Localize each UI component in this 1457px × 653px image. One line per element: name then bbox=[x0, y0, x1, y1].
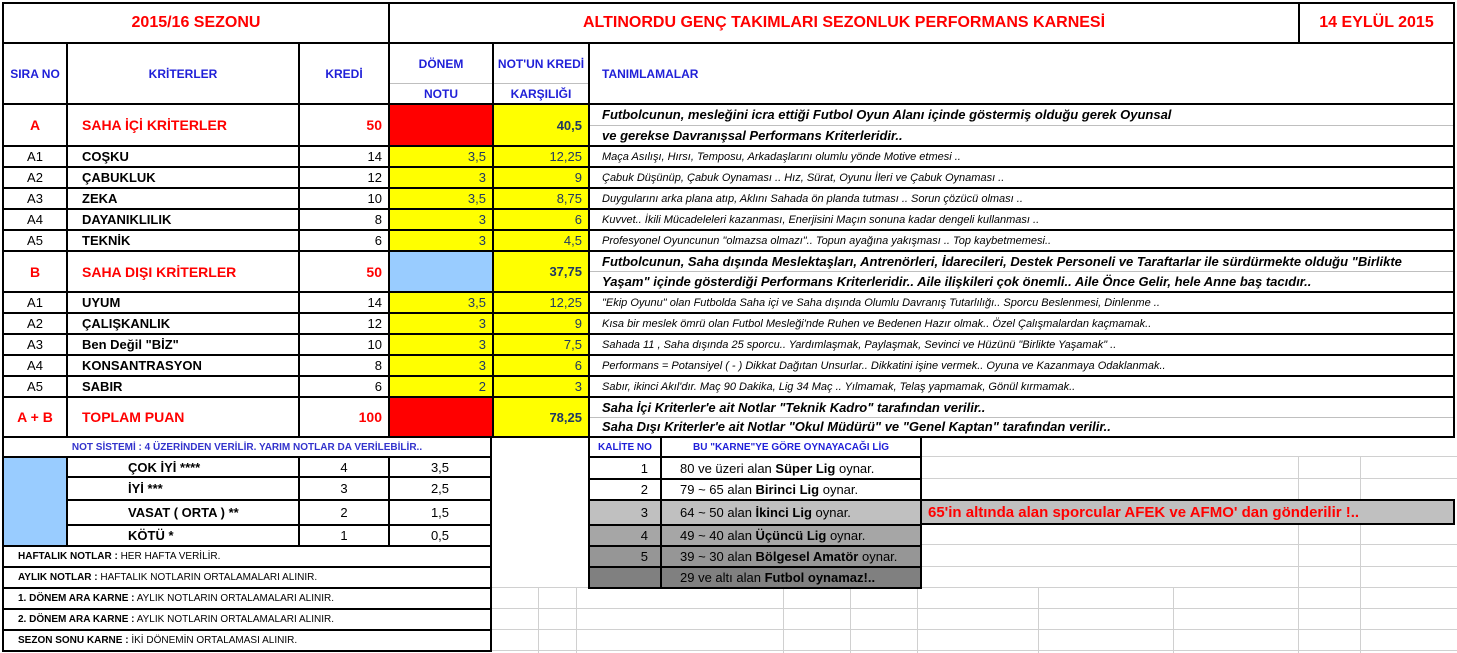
criteria-name: ÇALIŞKANLIK bbox=[66, 312, 300, 335]
criteria-score: 3 bbox=[492, 375, 590, 398]
criteria-score: 9 bbox=[492, 166, 590, 189]
col-header-donem-bottom: NOTU bbox=[424, 86, 458, 101]
criteria-code: A4 bbox=[2, 208, 68, 231]
quality-league-name: İkinci Lig bbox=[755, 505, 812, 520]
quality-range: 39 ~ 30 alan bbox=[680, 549, 756, 564]
criteria-grade[interactable]: 3 bbox=[388, 229, 494, 252]
grade-label: ÇOK İYİ **** bbox=[66, 456, 300, 478]
grade-min: 2,5 bbox=[388, 476, 492, 501]
col-header-donem-notu bbox=[388, 42, 494, 105]
criteria-credit: 12 bbox=[298, 166, 390, 189]
criteria-score: 12,25 bbox=[492, 291, 590, 314]
quality-no: 4 bbox=[588, 524, 662, 547]
grade-max: 2 bbox=[298, 499, 390, 526]
quality-suffix: oynar. bbox=[811, 505, 851, 520]
grading-title: NOT SİSTEMİ : 4 ÜZERİNDEN VERİLİR. YARIM NOTLAR DA VERİLEBİLİR.. bbox=[2, 436, 492, 458]
criteria-description: "Ekip Oyunu" olan Futbolda Saha içi ve Saha dışında Olumlu Davranış Tutarlılığı.. Sporcu Beslenmesi, Dinlenme .. bbox=[588, 291, 1455, 314]
grading-color-swatch bbox=[2, 456, 68, 547]
quality-range: 29 ve altı alan bbox=[680, 570, 765, 585]
criteria-name: Ben Değil "BİZ" bbox=[66, 333, 300, 356]
criteria-code: A3 bbox=[2, 333, 68, 356]
quality-league-text bbox=[660, 499, 922, 526]
section-a-credit: 50 bbox=[298, 103, 390, 147]
total-grade-cell[interactable] bbox=[388, 396, 494, 438]
section-b-desc-line1: Futbolcunun, Saha dışında Meslektaşları, Antrenörleri, İdarecileri, Destek Personeli ve Taraftarlar ile sürdürmekte olduğu "Birlikte bbox=[590, 252, 1453, 272]
total-note1: Saha İçi Kriterler'e ait Notlar "Teknik Kadro" tarafından verilir.. bbox=[590, 398, 1453, 418]
section-b-grade-cell[interactable] bbox=[388, 250, 494, 293]
criteria-credit: 12 bbox=[298, 312, 390, 335]
quality-league-name: Futbol oynamaz!.. bbox=[764, 570, 876, 585]
quality-suffix: oynar. bbox=[819, 482, 859, 497]
criteria-code: A2 bbox=[2, 166, 68, 189]
criteria-score: 8,75 bbox=[492, 187, 590, 210]
grade-min: 3,5 bbox=[388, 456, 492, 478]
total-code: A + B bbox=[2, 396, 68, 438]
criteria-code: A1 bbox=[2, 291, 68, 314]
section-b-credit: 50 bbox=[298, 250, 390, 293]
col-header-karsilik-top: NOT'UN KREDİ bbox=[494, 44, 588, 84]
note-key: AYLIK NOTLAR : bbox=[18, 572, 98, 583]
section-a-description bbox=[588, 103, 1455, 147]
quality-league-text bbox=[660, 566, 922, 589]
quality-range: 64 ~ 50 alan bbox=[680, 505, 756, 520]
criteria-code: A2 bbox=[2, 312, 68, 335]
quality-suffix: oynar. bbox=[858, 549, 898, 564]
criteria-description: Kısa bir meslek ömrü olan Futbol Mesleği'nde Ruhen ve Bedenen Hazır olmak.. Özel Çalışmalardan kaçmamak.. bbox=[588, 312, 1455, 335]
criteria-name: ZEKA bbox=[66, 187, 300, 210]
criteria-code: A1 bbox=[2, 145, 68, 168]
criteria-code: A5 bbox=[2, 229, 68, 252]
criteria-credit: 8 bbox=[298, 354, 390, 377]
quality-no: 2 bbox=[588, 478, 662, 501]
quality-range: 49 ~ 40 alan bbox=[680, 528, 756, 543]
criteria-name: UYUM bbox=[66, 291, 300, 314]
criteria-credit: 14 bbox=[298, 145, 390, 168]
criteria-grade[interactable]: 3 bbox=[388, 312, 494, 335]
section-b-name: SAHA DIŞI KRİTERLER bbox=[66, 250, 300, 293]
criteria-score: 6 bbox=[492, 208, 590, 231]
criteria-name: ÇABUKLUK bbox=[66, 166, 300, 189]
grade-max: 4 bbox=[298, 456, 390, 478]
criteria-name: DAYANIKLILIK bbox=[66, 208, 300, 231]
note-value: HAFTALIK NOTLARIN ORTALAMALARI ALINIR. bbox=[97, 572, 318, 583]
criteria-grade[interactable]: 3,5 bbox=[388, 291, 494, 314]
note-row bbox=[2, 629, 492, 652]
criteria-description: Çabuk Düşünüp, Çabuk Oynaması .. Hız, Sürat, Oyunu İleri ve Çabuk Oynaması .. bbox=[588, 166, 1455, 189]
criteria-grade[interactable]: 3,5 bbox=[388, 187, 494, 210]
total-notes bbox=[588, 396, 1455, 438]
criteria-name: KONSANTRASYON bbox=[66, 354, 300, 377]
note-row bbox=[2, 608, 492, 631]
quality-no: 3 bbox=[588, 499, 662, 526]
criteria-grade[interactable]: 3 bbox=[388, 333, 494, 356]
col-header-kredi-karsiligi bbox=[492, 42, 590, 105]
quality-league-name: Üçüncü Lig bbox=[755, 528, 827, 543]
col-header-sira-no: SIRA NO bbox=[2, 42, 68, 105]
criteria-score: 7,5 bbox=[492, 333, 590, 356]
quality-league-text bbox=[660, 545, 922, 568]
total-credit: 100 bbox=[298, 396, 390, 438]
criteria-name: SABIR bbox=[66, 375, 300, 398]
col-header-kredi: KREDİ bbox=[298, 42, 390, 105]
criteria-code: A3 bbox=[2, 187, 68, 210]
col-header-tanimlamalar: TANIMLAMALAR bbox=[588, 42, 1455, 105]
note-value: AYLIK NOTLARIN ORTALAMALARI ALINIR. bbox=[134, 614, 334, 625]
criteria-credit: 6 bbox=[298, 229, 390, 252]
note-key: 2. DÖNEM ARA KARNE : bbox=[18, 614, 135, 625]
criteria-credit: 8 bbox=[298, 208, 390, 231]
criteria-credit: 14 bbox=[298, 291, 390, 314]
criteria-score: 4,5 bbox=[492, 229, 590, 252]
quality-no: 5 bbox=[588, 545, 662, 568]
criteria-credit: 10 bbox=[298, 187, 390, 210]
page-title: ALTINORDU GENÇ TAKIMLARI SEZONLUK PERFORMANS KARNESİ bbox=[388, 2, 1300, 44]
quality-range: 80 ve üzeri alan bbox=[680, 460, 776, 476]
quality-range: 79 ~ 65 alan bbox=[680, 482, 756, 497]
col-header-donem-top: DÖNEM bbox=[390, 44, 492, 84]
grade-min: 0,5 bbox=[388, 524, 492, 547]
section-b-desc-line2: Yaşam" içinde gösterdiği Performans Kriterleridir.. Aile ilişkileri çok önemli.. Aile Önce Gelir, hele Anne baş tacıdır.. bbox=[602, 274, 1312, 289]
section-a-desc-line2: ve gerekse Davranışsal Performans Kriterleridir.. bbox=[602, 127, 903, 143]
section-b-description bbox=[588, 250, 1455, 293]
section-b-code: B bbox=[2, 250, 68, 293]
grade-max: 3 bbox=[298, 476, 390, 501]
note-row bbox=[2, 566, 492, 589]
criteria-description: Performans = Potansiyel ( - ) Dikkat Dağıtan Unsurlar.. Dikkatini işine vermek.. Oyuna ve Kazanmaya Odaklanmak.. bbox=[588, 354, 1455, 377]
criteria-description: Sabır, ikinci Akıl'dır. Maç 90 Dakika, Lig 34 Maç .. Yılmamak, Telaş yapmamak, Gönül kırmamak.. bbox=[588, 375, 1455, 398]
quality-warning: 65'in altında alan sporcular AFEK ve AFMO' dan gönderilir !.. bbox=[920, 499, 1455, 525]
quality-col-league: BU "KARNE"YE GÖRE OYNAYACAĞI LİG bbox=[660, 436, 922, 458]
criteria-description: Maça Asılışı, Hırsı, Temposu, Arkadaşlarını olumlu yönde Motive etmesi .. bbox=[588, 145, 1455, 168]
quality-suffix: oynar. bbox=[826, 528, 866, 543]
col-header-karsilik-bottom: KARŞILIĞI bbox=[510, 86, 572, 101]
grade-label: İYİ *** bbox=[66, 476, 300, 501]
criteria-description: Duygularını arka plana atıp, Aklını Sahada ön planda tutması .. Sorun çözücü olması .. bbox=[588, 187, 1455, 210]
report-date: 14 EYLÜL 2015 bbox=[1298, 2, 1455, 44]
note-row bbox=[2, 545, 492, 568]
total-score: 78,25 bbox=[492, 396, 590, 438]
note-value: İKİ DÖNEMİN ORTALAMASI ALINIR. bbox=[128, 635, 298, 646]
criteria-score: 12,25 bbox=[492, 145, 590, 168]
quality-league-text bbox=[660, 478, 922, 501]
grade-max: 1 bbox=[298, 524, 390, 547]
criteria-grade[interactable]: 3 bbox=[388, 166, 494, 189]
grade-min: 1,5 bbox=[388, 499, 492, 526]
quality-league-name: Süper Lig bbox=[775, 460, 836, 476]
quality-league-text bbox=[660, 456, 922, 480]
note-key: HAFTALIK NOTLAR : bbox=[18, 551, 118, 562]
section-a-desc-line1: Futbolcunun, mesleğini icra ettiği Futbol Oyun Alanı içinde göstermiş olduğu gerek Oyunsal bbox=[590, 105, 1453, 126]
criteria-grade[interactable]: 3 bbox=[388, 208, 494, 231]
criteria-code: A4 bbox=[2, 354, 68, 377]
criteria-code: A5 bbox=[2, 375, 68, 398]
note-key: SEZON SONU KARNE : bbox=[18, 635, 129, 646]
section-a-score: 40,5 bbox=[492, 103, 590, 147]
quality-league-name: Birinci Lig bbox=[755, 482, 820, 497]
criteria-score: 9 bbox=[492, 312, 590, 335]
quality-no bbox=[588, 566, 662, 589]
section-a-grade-cell[interactable] bbox=[388, 103, 494, 147]
quality-league-text bbox=[660, 524, 922, 547]
quality-col-no: KALİTE NO bbox=[588, 436, 662, 458]
criteria-grade[interactable]: 3,5 bbox=[388, 145, 494, 168]
col-header-kriterler: KRİTERLER bbox=[66, 42, 300, 105]
total-note2: Saha Dışı Kriterler'e ait Notlar "Okul Müdürü" ve "Genel Kaptan" tarafından verilir.. bbox=[602, 419, 1111, 435]
criteria-grade[interactable]: 2 bbox=[388, 375, 494, 398]
note-value: AYLIK NOTLARIN ORTALAMALARI ALINIR. bbox=[134, 593, 334, 604]
total-name: TOPLAM PUAN bbox=[66, 396, 300, 438]
note-value: HER HAFTA VERİLİR. bbox=[117, 551, 221, 562]
section-a-code: A bbox=[2, 103, 68, 147]
note-key: 1. DÖNEM ARA KARNE : bbox=[18, 593, 135, 604]
criteria-name: COŞKU bbox=[66, 145, 300, 168]
grade-label: KÖTÜ * bbox=[66, 524, 300, 547]
criteria-name: TEKNİK bbox=[66, 229, 300, 252]
criteria-description: Sahada 11 , Saha dışında 25 sporcu.. Yardımlaşmak, Paylaşmak, Sevinci ve Hüzünü "Birlikte Yaşamak" .. bbox=[588, 333, 1455, 356]
grade-label: VASAT ( ORTA ) ** bbox=[66, 499, 300, 526]
quality-no: 1 bbox=[588, 456, 662, 480]
quality-suffix: oynar. bbox=[835, 460, 875, 476]
criteria-description: Kuvvet.. İkili Mücadeleleri kazanması, Enerjisini Maçın sonuna kadar dengeli kullanması .. bbox=[588, 208, 1455, 231]
criteria-grade[interactable]: 3 bbox=[388, 354, 494, 377]
quality-league-name: Bölgesel Amatör bbox=[755, 549, 859, 564]
criteria-score: 6 bbox=[492, 354, 590, 377]
season-title: 2015/16 SEZONU bbox=[2, 2, 390, 44]
criteria-credit: 10 bbox=[298, 333, 390, 356]
criteria-credit: 6 bbox=[298, 375, 390, 398]
section-b-score: 37,75 bbox=[492, 250, 590, 293]
section-a-name: SAHA İÇİ KRİTERLER bbox=[66, 103, 300, 147]
note-row bbox=[2, 587, 492, 610]
criteria-description: Profesyonel Oyuncunun "olmazsa olmazı".. Topun ayağına yakışması .. Top kaybetmemesi.. bbox=[588, 229, 1455, 252]
